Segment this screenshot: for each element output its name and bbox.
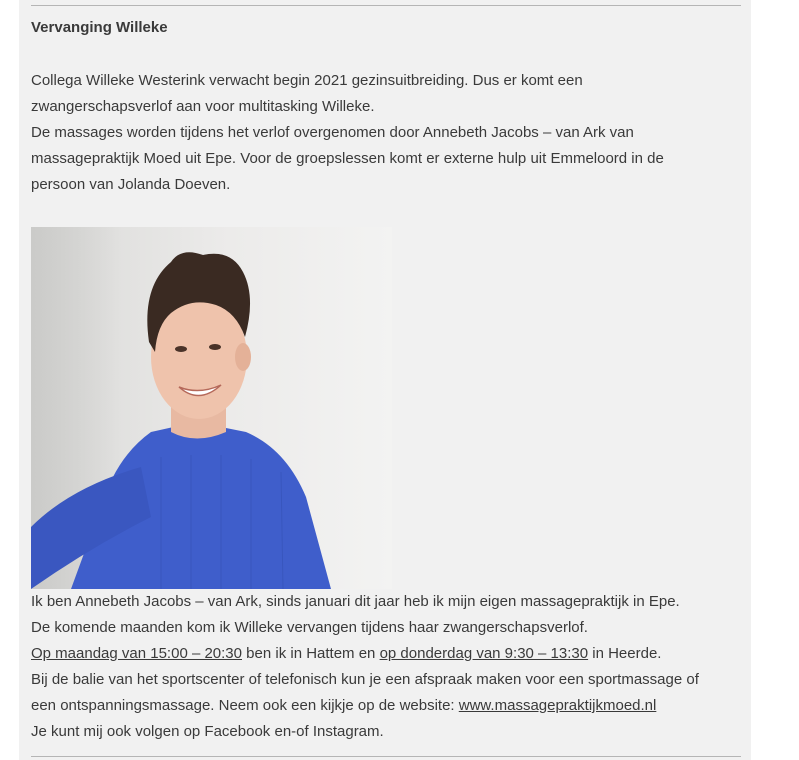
top-divider xyxy=(31,5,741,6)
heerde-hours-link[interactable]: op donderdag van 9:30 – 13:30 xyxy=(379,645,589,662)
intro-line: Collega Willeke Westerink verwacht begin 2021 gezinsuitbreiding. Dus er komt een xyxy=(31,72,583,89)
hattem-hours-link[interactable]: Op maandag van 15:00 – 20:30 xyxy=(31,645,242,662)
portrait-illustration xyxy=(31,227,392,589)
article-heading: Vervanging Willeke xyxy=(31,19,168,36)
bio-paragraph xyxy=(31,589,741,745)
website-link[interactable]: www.massagepraktijkmoed.nl xyxy=(458,697,657,714)
website-line xyxy=(31,693,741,719)
intro-line: zwangerschapsverlof aan voor multitasking Willeke. xyxy=(31,98,375,115)
bio-line: Ik ben Annebeth Jacobs – van Ark, sinds januari dit jaar heb ik mijn eigen massagepraktijk in Epe. xyxy=(31,593,680,610)
bio-line: De komende maanden kom ik Willeke vervangen tijdens haar zwangerschapsverlof. xyxy=(31,619,588,636)
intro-line: persoon van Jolanda Doeven. xyxy=(31,176,231,193)
intro-line: massagepraktijk Moed uit Epe. Voor de groepslessen komt er externe hulp uit Emmeloord in de xyxy=(31,150,664,167)
schedule-mid-text: ben ik in Hattem en xyxy=(242,645,380,662)
intro-line: De massages worden tijdens het verlof overgenomen door Annebeth Jacobs – van Ark van xyxy=(31,124,634,141)
intro-paragraph xyxy=(31,68,741,198)
bottom-divider xyxy=(31,756,741,757)
schedule-end-text: in Heerde. xyxy=(588,645,662,662)
website-prefix-text: een ontspanningsmassage. Neem ook een kijkje op de website: xyxy=(31,697,459,714)
bio-line: Je kunt mij ook volgen op Facebook en-of Instagram. xyxy=(31,723,384,740)
schedule-line xyxy=(31,641,741,667)
portrait-photo xyxy=(31,227,392,589)
bio-line: Bij de balie van het sportscenter of telefonisch kun je een afspraak maken voor een sportmassage of xyxy=(31,671,699,688)
